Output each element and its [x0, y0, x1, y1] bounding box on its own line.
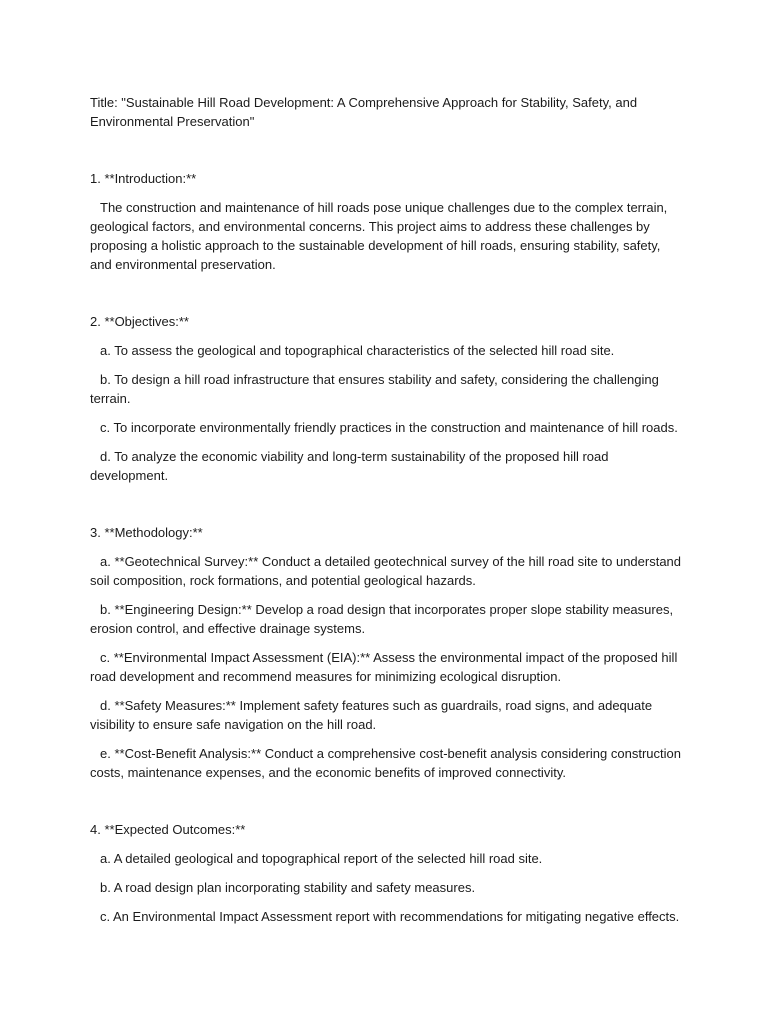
- list-item: c. An Environmental Impact Assessment report with recommendations for mitigating negative effects.: [100, 909, 680, 924]
- list-item: c. To incorporate environmentally friendly practices in the construction and maintenance of hill roads.: [100, 420, 678, 435]
- list-item: a. To assess the geological and topographical characteristics of the selected hill road site.: [100, 343, 615, 358]
- section-expected-outcomes: [90, 820, 682, 926]
- list-item: b. A road design plan incorporating stability and safety measures.: [100, 880, 476, 895]
- list-item: b. To design a hill road infrastructure that ensures stability and safety, considering the challenging terrain.: [90, 372, 659, 406]
- list-item: d. **Safety Measures:** Implement safety features such as guardrails, road signs, and adequate visibility to ensure safe navigation on the hill road.: [90, 698, 653, 732]
- document-title: Title: "Sustainable Hill Road Development: A Comprehensive Approach for Stability, Safety, and Environmental Preservation": [90, 95, 638, 129]
- section-heading: 1. **Introduction:**: [90, 171, 197, 186]
- list-item: a. **Geotechnical Survey:** Conduct a detailed geotechnical survey of the hill road site to understand soil composition, rock formations, and potential geological hazards.: [90, 554, 682, 588]
- section-heading: 3. **Methodology:**: [90, 525, 203, 540]
- section-methodology: [90, 523, 682, 782]
- list-item: d. To analyze the economic viability and long-term sustainability of the proposed hill road development.: [90, 449, 609, 483]
- list-item: b. **Engineering Design:** Develop a road design that incorporates proper slope stability measures, erosion control, and effective drainage systems.: [90, 602, 674, 636]
- section-heading: 4. **Expected Outcomes:**: [90, 822, 246, 837]
- document-page: [90, 93, 682, 936]
- list-item: c. **Environmental Impact Assessment (EIA):** Assess the environmental impact of the proposed hill road development and recommend measures for minimizing ecological disruption.: [90, 650, 678, 684]
- list-item: a. A detailed geological and topographical report of the selected hill road site.: [100, 851, 543, 866]
- list-item: e. **Cost-Benefit Analysis:** Conduct a comprehensive cost-benefit analysis considering construction costs, maintenance expenses, and the economic benefits of improved connectivity.: [90, 746, 681, 780]
- section-introduction: [90, 169, 682, 274]
- paragraph: The construction and maintenance of hill roads pose unique challenges due to the complex terrain, geological factors, and environmental concerns. This project aims to address these challenges by proposing a holistic approach to the sustainable development of hill roads, ensuring stability, safety, and environmental preservation.: [90, 200, 668, 272]
- section-heading: 2. **Objectives:**: [90, 314, 189, 329]
- section-objectives: [90, 312, 682, 485]
